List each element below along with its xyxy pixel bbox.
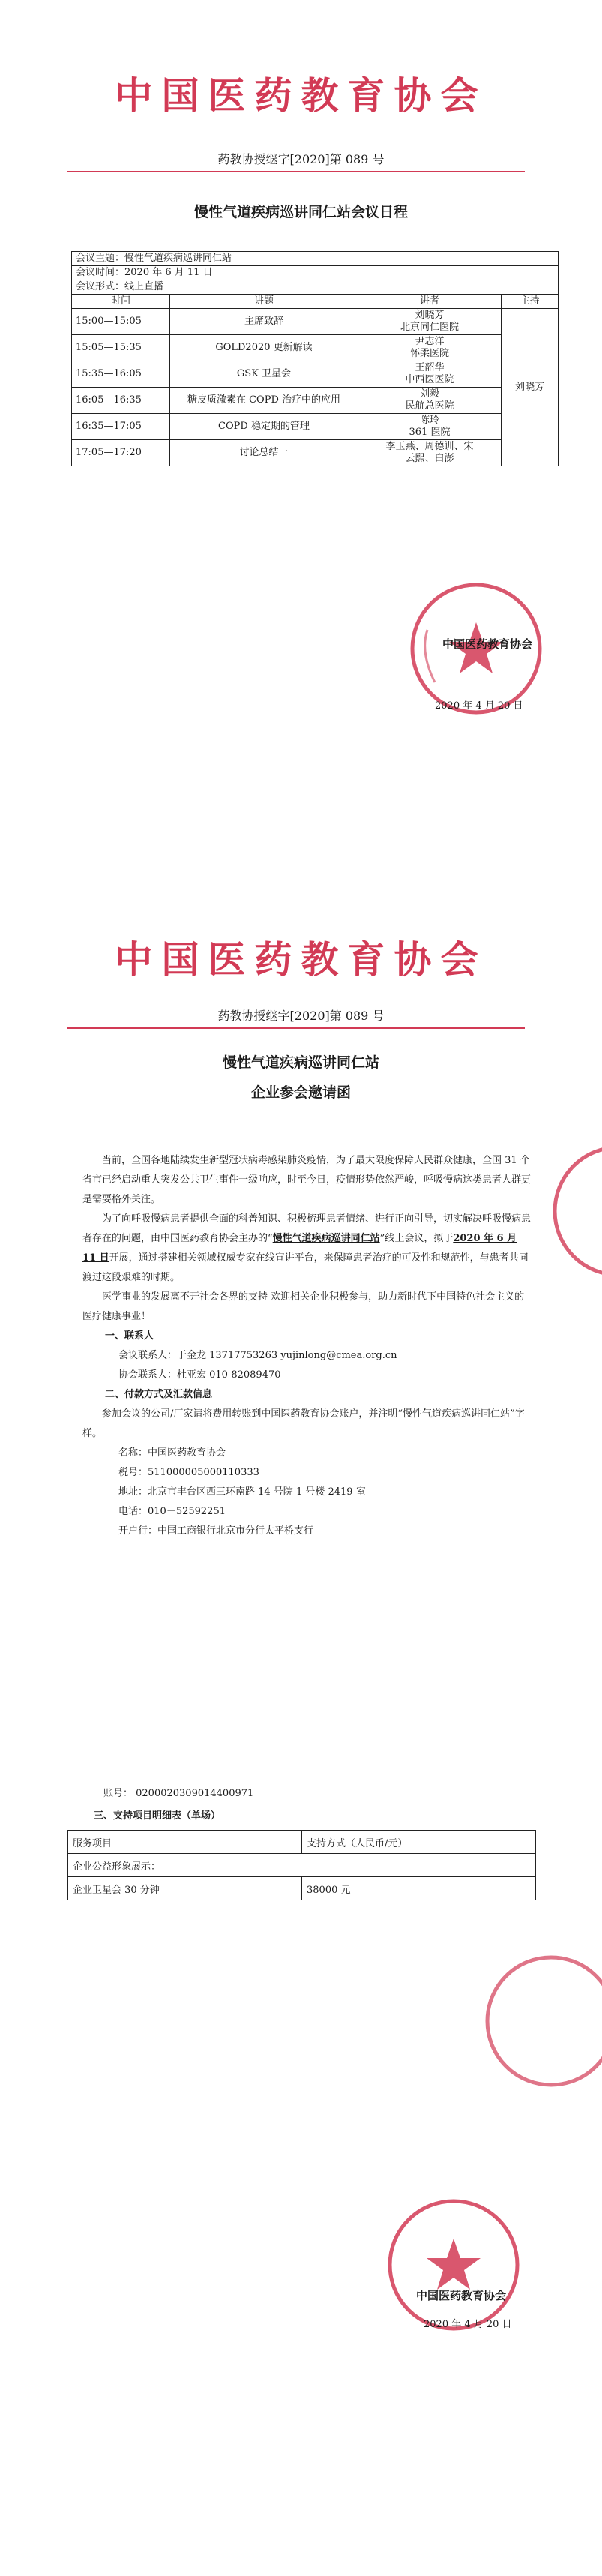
table-row: [72, 335, 559, 361]
table-row: [72, 280, 559, 295]
section-contacts: 一、联系人: [105, 1330, 154, 1342]
table-row: [72, 440, 559, 466]
table-row: [72, 252, 559, 266]
row-time: 16:35—17:05: [72, 414, 170, 440]
agenda-table: [71, 251, 559, 466]
agenda-title: 慢性气道疾病巡讲同仁站会议日程: [193, 204, 408, 220]
tax-number: 税号：511000005000110333: [118, 1467, 259, 1478]
header-topic: 讲题: [170, 295, 358, 309]
table-header-row: [68, 1831, 536, 1854]
row-speaker: 李玉燕、周德训、宋 云熙、白澎: [358, 440, 502, 466]
row-amount: 38000 元: [302, 1877, 536, 1900]
issue-date: 2020 年 4 月 20 日: [424, 2319, 512, 2330]
row-speaker: 刘毅 民航总医院: [358, 388, 502, 414]
table-row: [72, 388, 559, 414]
row-topic: COPD 稳定期的管理: [170, 414, 358, 440]
header-host: 主持: [502, 295, 559, 309]
header-time: 时间: [72, 295, 170, 309]
intro-paragraph: 当前，全国各地陆续发生新型冠状病毒感染肺炎疫情，为了最大限度保障人民群众健康，全国 31 个省市已经启动重大突发公共卫生事件一级响应，时至今日，疫情形势依然严峻，呼吸慢病这类患者人群更是需要格外关注。: [82, 1155, 532, 1205]
row-speaker: 陈玲 361 医院: [358, 414, 502, 440]
meeting-contact: 会议联系人：于金龙 13717753263 yujinlong@cmea.org.cn: [118, 1350, 397, 1361]
row-time: 15:35—16:05: [72, 361, 170, 388]
invitation-title: 慢性气道疾病巡讲同仁站: [222, 1054, 379, 1071]
row-topic: GOLD2020 更新解读: [170, 335, 358, 361]
phone: 电话：010－52592251: [118, 1506, 226, 1517]
meta-form: 会议形式：线上直播: [72, 280, 559, 295]
table-row: [72, 266, 559, 280]
support-table: [67, 1830, 536, 1900]
account-name: 名称：中国医药教育协会: [118, 1447, 226, 1459]
org-title: 中国医药教育协会: [115, 938, 487, 982]
row-item: 企业卫星会 30 分钟: [68, 1877, 302, 1900]
meta-topic: 会议主题：慢性气道疾病巡讲同仁站: [72, 252, 559, 266]
table-row: [72, 414, 559, 440]
row-item: 企业公益形象展示：: [68, 1854, 536, 1877]
issue-date: 2020 年 4 月 20 日: [435, 700, 523, 712]
row-speaker: 尹志洋 怀柔医院: [358, 335, 502, 361]
red-divider: [67, 1027, 525, 1029]
table-row: [68, 1877, 536, 1900]
row-time: 17:05—17:20: [72, 440, 170, 466]
red-divider: [67, 171, 525, 172]
org-title: 中国医药教育协会: [115, 74, 487, 118]
row-time: 15:00—15:05: [72, 309, 170, 335]
section-payment: 二、付款方式及汇款信息: [105, 1389, 213, 1400]
row-speaker: 王韶华 中西医医院: [358, 361, 502, 388]
edge-seal-icon: [547, 1140, 602, 1282]
row-time: 16:05—16:35: [72, 388, 170, 414]
document-number: 药教协授继字[2020]第 089 号: [217, 1009, 385, 1023]
section-support-items: 三、支持项目明细表（单场）: [94, 1810, 221, 1822]
edge-seal-icon: [480, 1950, 602, 2092]
row-topic: 糖皮质激素在 COPD 治疗中的应用: [170, 388, 358, 414]
seal-org-name: 中国医药教育协会: [416, 2289, 507, 2302]
support-paragraph: 医学事业的发展离不开社会各界的支持 欢迎相关企业积极参与，助力新时代下中国特色社会主义的医疗健康事业！: [82, 1291, 525, 1322]
header-speaker: 讲者: [358, 295, 502, 309]
invitation-body: [82, 1151, 532, 1541]
invitation-subtitle: 企业参会邀请函: [250, 1084, 351, 1101]
purpose-paragraph: 为了向呼吸慢病患者提供全面的科普知识、积极梳理患者情绪、进行正向引导，切实解决呼吸慢病患者存在的问题，由中国医药教育协会主办的“慢性气道疾病巡讲同仁站”线上会议，拟于2020 年 6 月 11 日开展，通过搭建相关领域权威专家在线宣讲平台，来保障患者治疗的可及性和规范性，与患者共同渡过这段艰难的时期。: [82, 1213, 532, 1283]
official-seal-icon: [382, 2194, 525, 2336]
row-topic: 讨论总结一: [170, 440, 358, 466]
association-contact: 协会联系人：杜亚宏 010-82089470: [118, 1369, 281, 1381]
bank: 开户行：中国工商银行北京市分行太平桥支行: [118, 1525, 314, 1537]
table-row: [68, 1854, 536, 1877]
document-number: 药教协授继字[2020]第 089 号: [217, 152, 385, 166]
seal-org-name: 中国医药教育协会: [442, 637, 533, 651]
table-header-row: [72, 295, 559, 309]
agenda-page: [0, 0, 602, 885]
table-row: [72, 361, 559, 388]
meta-time: 会议时间：2020 年 6 月 11 日: [72, 266, 559, 280]
host-cell: 刘晓芳: [502, 309, 559, 466]
row-time: 15:05—15:35: [72, 335, 170, 361]
header-method: 支持方式（人民币/元）: [302, 1831, 536, 1854]
account-number: 账号： 0200020309014400971: [103, 1788, 254, 1799]
row-topic: GSK 卫星会: [170, 361, 358, 388]
payment-intro: 参加会议的公司/厂家请将费用转账到中国医药教育协会账户，并注明“慢性气道疾病巡讲同仁站”字样。: [82, 1408, 525, 1439]
row-topic: 主席致辞: [170, 309, 358, 335]
row-speaker: 刘晓芳 北京同仁医院: [358, 309, 502, 335]
invitation-page: [0, 885, 602, 2576]
table-row: [72, 309, 559, 335]
address: 地址：北京市丰台区西三环南路 14 号院 1 号楼 2419 室: [118, 1486, 366, 1498]
header-item: 服务项目: [68, 1831, 302, 1854]
